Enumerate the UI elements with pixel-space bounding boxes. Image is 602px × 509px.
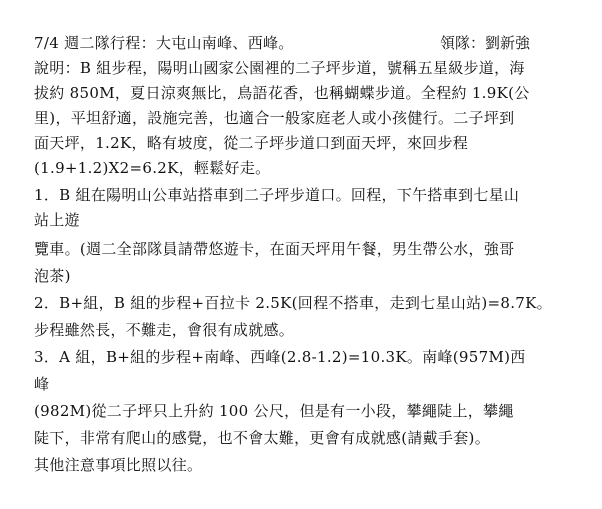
body-line: 覽車。(週二全部隊員請帶悠遊卡，在面天坪用午餐，男生帶公水，強哥 bbox=[34, 240, 515, 258]
body-line: 陡下，非常有爬山的感覺，也不會太難，更會有成就感(請戴手套)。 bbox=[34, 429, 491, 447]
trip-title: 7/4 週二隊行程：大屯山南峰、西峰。 bbox=[34, 34, 294, 52]
body-line: 站上遊 bbox=[34, 211, 80, 229]
body-line: 步程雖然長，不難走，會很有成就感。 bbox=[34, 321, 295, 339]
body-line: 面天坪，1.2K，略有坡度，從二子坪步道口到面天坪，來回步程 bbox=[34, 134, 469, 152]
body-line: 2．B+組，B 組的步程+百拉卡 2.5K(回程不搭車，走到七星山站)=8.7K。 bbox=[34, 294, 552, 312]
body-line: (982M)從二子坪只上升約 100 公尺，但是有一小段，攀繩陡上，攀繩 bbox=[34, 402, 514, 420]
body-line: 里)，平坦舒適，設施完善，也適合一般家庭老人或小孩健行。二子坪到 bbox=[34, 109, 515, 127]
body-line: 3．A 組，B+組的步程+南峰、西峰(2.8-1.2)=10.3K。南峰(957M)西 bbox=[34, 348, 526, 366]
body-line: 峰 bbox=[34, 375, 50, 393]
leader-label: 領隊：劉新強 bbox=[440, 34, 531, 52]
body-line: 拔約 850M，夏日涼爽無比，鳥語花香，也稱蝴蝶步道。全程約 1.9K(公 bbox=[34, 84, 530, 102]
title-line bbox=[34, 36, 294, 51]
body-line: (1.9+1.2)X2=6.2K，輕鬆好走。 bbox=[34, 159, 271, 177]
body-line: 說明：B 組步程，陽明山國家公園裡的二子坪步道，號稱五星級步道，海 bbox=[34, 59, 525, 77]
body-line: 其他注意事項比照以往。 bbox=[34, 456, 203, 474]
body-line: 1．B 組在陽明山公車站搭車到二子坪步道口。回程，下午搭車到七星山 bbox=[34, 186, 520, 204]
body-line: 泡茶) bbox=[34, 267, 71, 285]
